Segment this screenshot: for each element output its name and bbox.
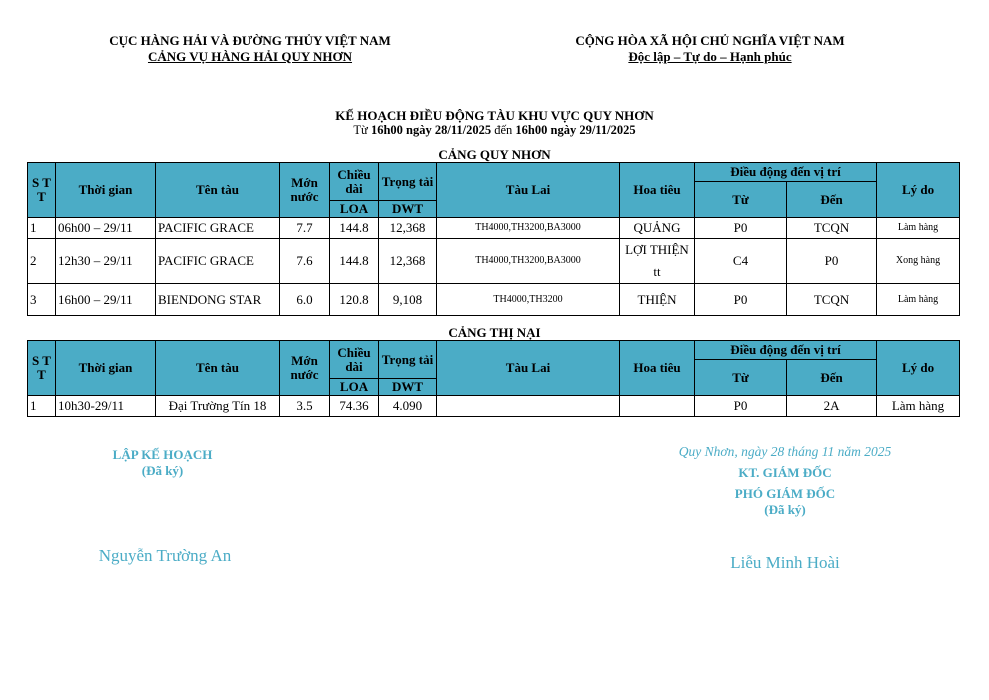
cell-dwt: 12,368 bbox=[379, 218, 437, 239]
col-from: Từ bbox=[695, 360, 787, 396]
place-date: Quy Nhơn, ngày 28 tháng 11 năm 2025 bbox=[678, 444, 892, 459]
cell-ship: PACIFIC GRACE bbox=[156, 239, 280, 284]
cell-reason: Làm hàng bbox=[877, 284, 960, 316]
cell-to: TCQN bbox=[787, 218, 877, 239]
cell-draft: 3.5 bbox=[280, 396, 330, 417]
signer-right-name: Liễu Minh Hoài bbox=[730, 553, 840, 572]
cell-loa: 144.8 bbox=[330, 218, 379, 239]
signer-left-signed: (Đã ký) bbox=[141, 463, 184, 478]
signer-right-signed: (Đã ký) bbox=[764, 502, 806, 517]
col-length: Chiều dài bbox=[330, 163, 379, 201]
col-pilot: Hoa tiêu bbox=[620, 163, 695, 218]
national-name: CỘNG HÒA XÃ HỘI CHỦ NGHĨA VIỆT NAM bbox=[575, 33, 845, 48]
national-motto: Độc lập – Tự do – Hạnh phúc bbox=[628, 49, 792, 64]
cell-from: P0 bbox=[695, 218, 787, 239]
col-from: Từ bbox=[695, 182, 787, 218]
col-stt: S T T bbox=[28, 341, 56, 396]
cell-reason: Làm hàng bbox=[877, 218, 960, 239]
period-to-word: đến bbox=[491, 123, 516, 137]
col-length-unit: LOA bbox=[330, 379, 379, 396]
col-ship: Tên tàu bbox=[156, 341, 280, 396]
col-to: Đến bbox=[787, 360, 877, 396]
col-tonnage-unit: DWT bbox=[379, 379, 437, 396]
cell-reason: Làm hàng bbox=[877, 396, 960, 417]
cell-loa: 74.36 bbox=[330, 396, 379, 417]
cell-from: P0 bbox=[695, 284, 787, 316]
port-authority-name: CẢNG VỤ HÀNG HẢI QUY NHƠN bbox=[147, 49, 353, 64]
col-time: Thời gian bbox=[56, 341, 156, 396]
table-row bbox=[28, 218, 960, 239]
period-to-time: 16h00 ngày 29/11/2025 bbox=[515, 123, 636, 137]
signer-left-block bbox=[80, 447, 245, 479]
document-period bbox=[0, 123, 989, 138]
port-heading-quy-nhon: CẢNG QUY NHƠN bbox=[438, 147, 551, 162]
cell-tug: TH4000,TH3200,BA3000 bbox=[437, 239, 620, 284]
cell-draft: 6.0 bbox=[280, 284, 330, 316]
col-ship: Tên tàu bbox=[156, 163, 280, 218]
col-reason: Lý do bbox=[877, 163, 960, 218]
cell-pilot bbox=[620, 396, 695, 417]
col-pilot: Hoa tiêu bbox=[620, 341, 695, 396]
col-time: Thời gian bbox=[56, 163, 156, 218]
col-tonnage: Trọng tải bbox=[379, 163, 437, 201]
col-tug: Tàu Lai bbox=[437, 341, 620, 396]
cell-draft: 7.7 bbox=[280, 218, 330, 239]
agency-header bbox=[30, 33, 470, 65]
table-row bbox=[28, 239, 960, 284]
cell-ship: Đại Trường Tín 18 bbox=[156, 396, 280, 417]
cell-time: 16h00 – 29/11 bbox=[56, 284, 156, 316]
cell-dwt: 12,368 bbox=[379, 239, 437, 284]
cell-loa: 144.8 bbox=[330, 239, 379, 284]
col-length-unit: LOA bbox=[330, 201, 379, 218]
cell-ship: PACIFIC GRACE bbox=[156, 218, 280, 239]
cell-time: 10h30-29/11 bbox=[56, 396, 156, 417]
cell-stt: 1 bbox=[28, 218, 56, 239]
agency-name: CỤC HÀNG HẢI VÀ ĐƯỜNG THỦY VIỆT NAM bbox=[109, 33, 391, 48]
cell-reason: Xong hàng bbox=[877, 239, 960, 284]
cell-pilot: LỢI THIỆN tt bbox=[620, 239, 695, 284]
signer-right-role1: KT. GIÁM ĐỐC bbox=[738, 465, 832, 480]
period-from-word: Từ bbox=[353, 123, 371, 137]
signer-right-role2: PHÓ GIÁM ĐỐC bbox=[734, 486, 836, 501]
col-tonnage: Trọng tải bbox=[379, 341, 437, 379]
cell-draft: 7.6 bbox=[280, 239, 330, 284]
col-move: Điều động đến vị trí bbox=[695, 341, 877, 360]
cell-dwt: 4.090 bbox=[379, 396, 437, 417]
col-draft: Mớn nước bbox=[280, 341, 330, 396]
cell-loa: 120.8 bbox=[330, 284, 379, 316]
col-draft: Mớn nước bbox=[280, 163, 330, 218]
cell-to: TCQN bbox=[787, 284, 877, 316]
col-reason: Lý do bbox=[877, 341, 960, 396]
signer-right-block bbox=[640, 465, 930, 518]
cell-from: C4 bbox=[695, 239, 787, 284]
schedule-table-quy-nhon bbox=[27, 162, 960, 316]
cell-time: 06h00 – 29/11 bbox=[56, 218, 156, 239]
col-tonnage-unit: DWT bbox=[379, 201, 437, 218]
period-from-time: 16h00 ngày 28/11/2025 bbox=[370, 123, 492, 137]
cell-to: P0 bbox=[787, 239, 877, 284]
cell-ship: BIENDONG STAR bbox=[156, 284, 280, 316]
cell-to: 2A bbox=[787, 396, 877, 417]
cell-tug: TH4000,TH3200 bbox=[437, 284, 620, 316]
col-move: Điều động đến vị trí bbox=[695, 163, 877, 182]
national-header bbox=[500, 33, 920, 65]
col-to: Đến bbox=[787, 182, 877, 218]
table-row bbox=[28, 396, 960, 417]
port-heading-thi-nai: CẢNG THỊ NẠI bbox=[448, 325, 541, 340]
col-length: Chiều dài bbox=[330, 341, 379, 379]
cell-stt: 2 bbox=[28, 239, 56, 284]
cell-tug bbox=[437, 396, 620, 417]
cell-dwt: 9,108 bbox=[379, 284, 437, 316]
col-stt: S T T bbox=[28, 163, 56, 218]
schedule-table-thi-nai bbox=[27, 340, 960, 417]
cell-pilot: QUẢNG bbox=[620, 218, 695, 239]
signer-left-name: Nguyễn Trường An bbox=[98, 546, 232, 565]
signer-left-role: LẬP KẾ HOẠCH bbox=[112, 447, 213, 462]
table-row bbox=[28, 284, 960, 316]
cell-stt: 3 bbox=[28, 284, 56, 316]
cell-from: P0 bbox=[695, 396, 787, 417]
cell-stt: 1 bbox=[28, 396, 56, 417]
document-title: KẾ HOẠCH ĐIỀU ĐỘNG TÀU KHU VỰC QUY NHƠN bbox=[335, 108, 654, 123]
cell-pilot: THIỆN bbox=[620, 284, 695, 316]
cell-tug: TH4000,TH3200,BA3000 bbox=[437, 218, 620, 239]
cell-time: 12h30 – 29/11 bbox=[56, 239, 156, 284]
col-tug: Tàu Lai bbox=[437, 163, 620, 218]
